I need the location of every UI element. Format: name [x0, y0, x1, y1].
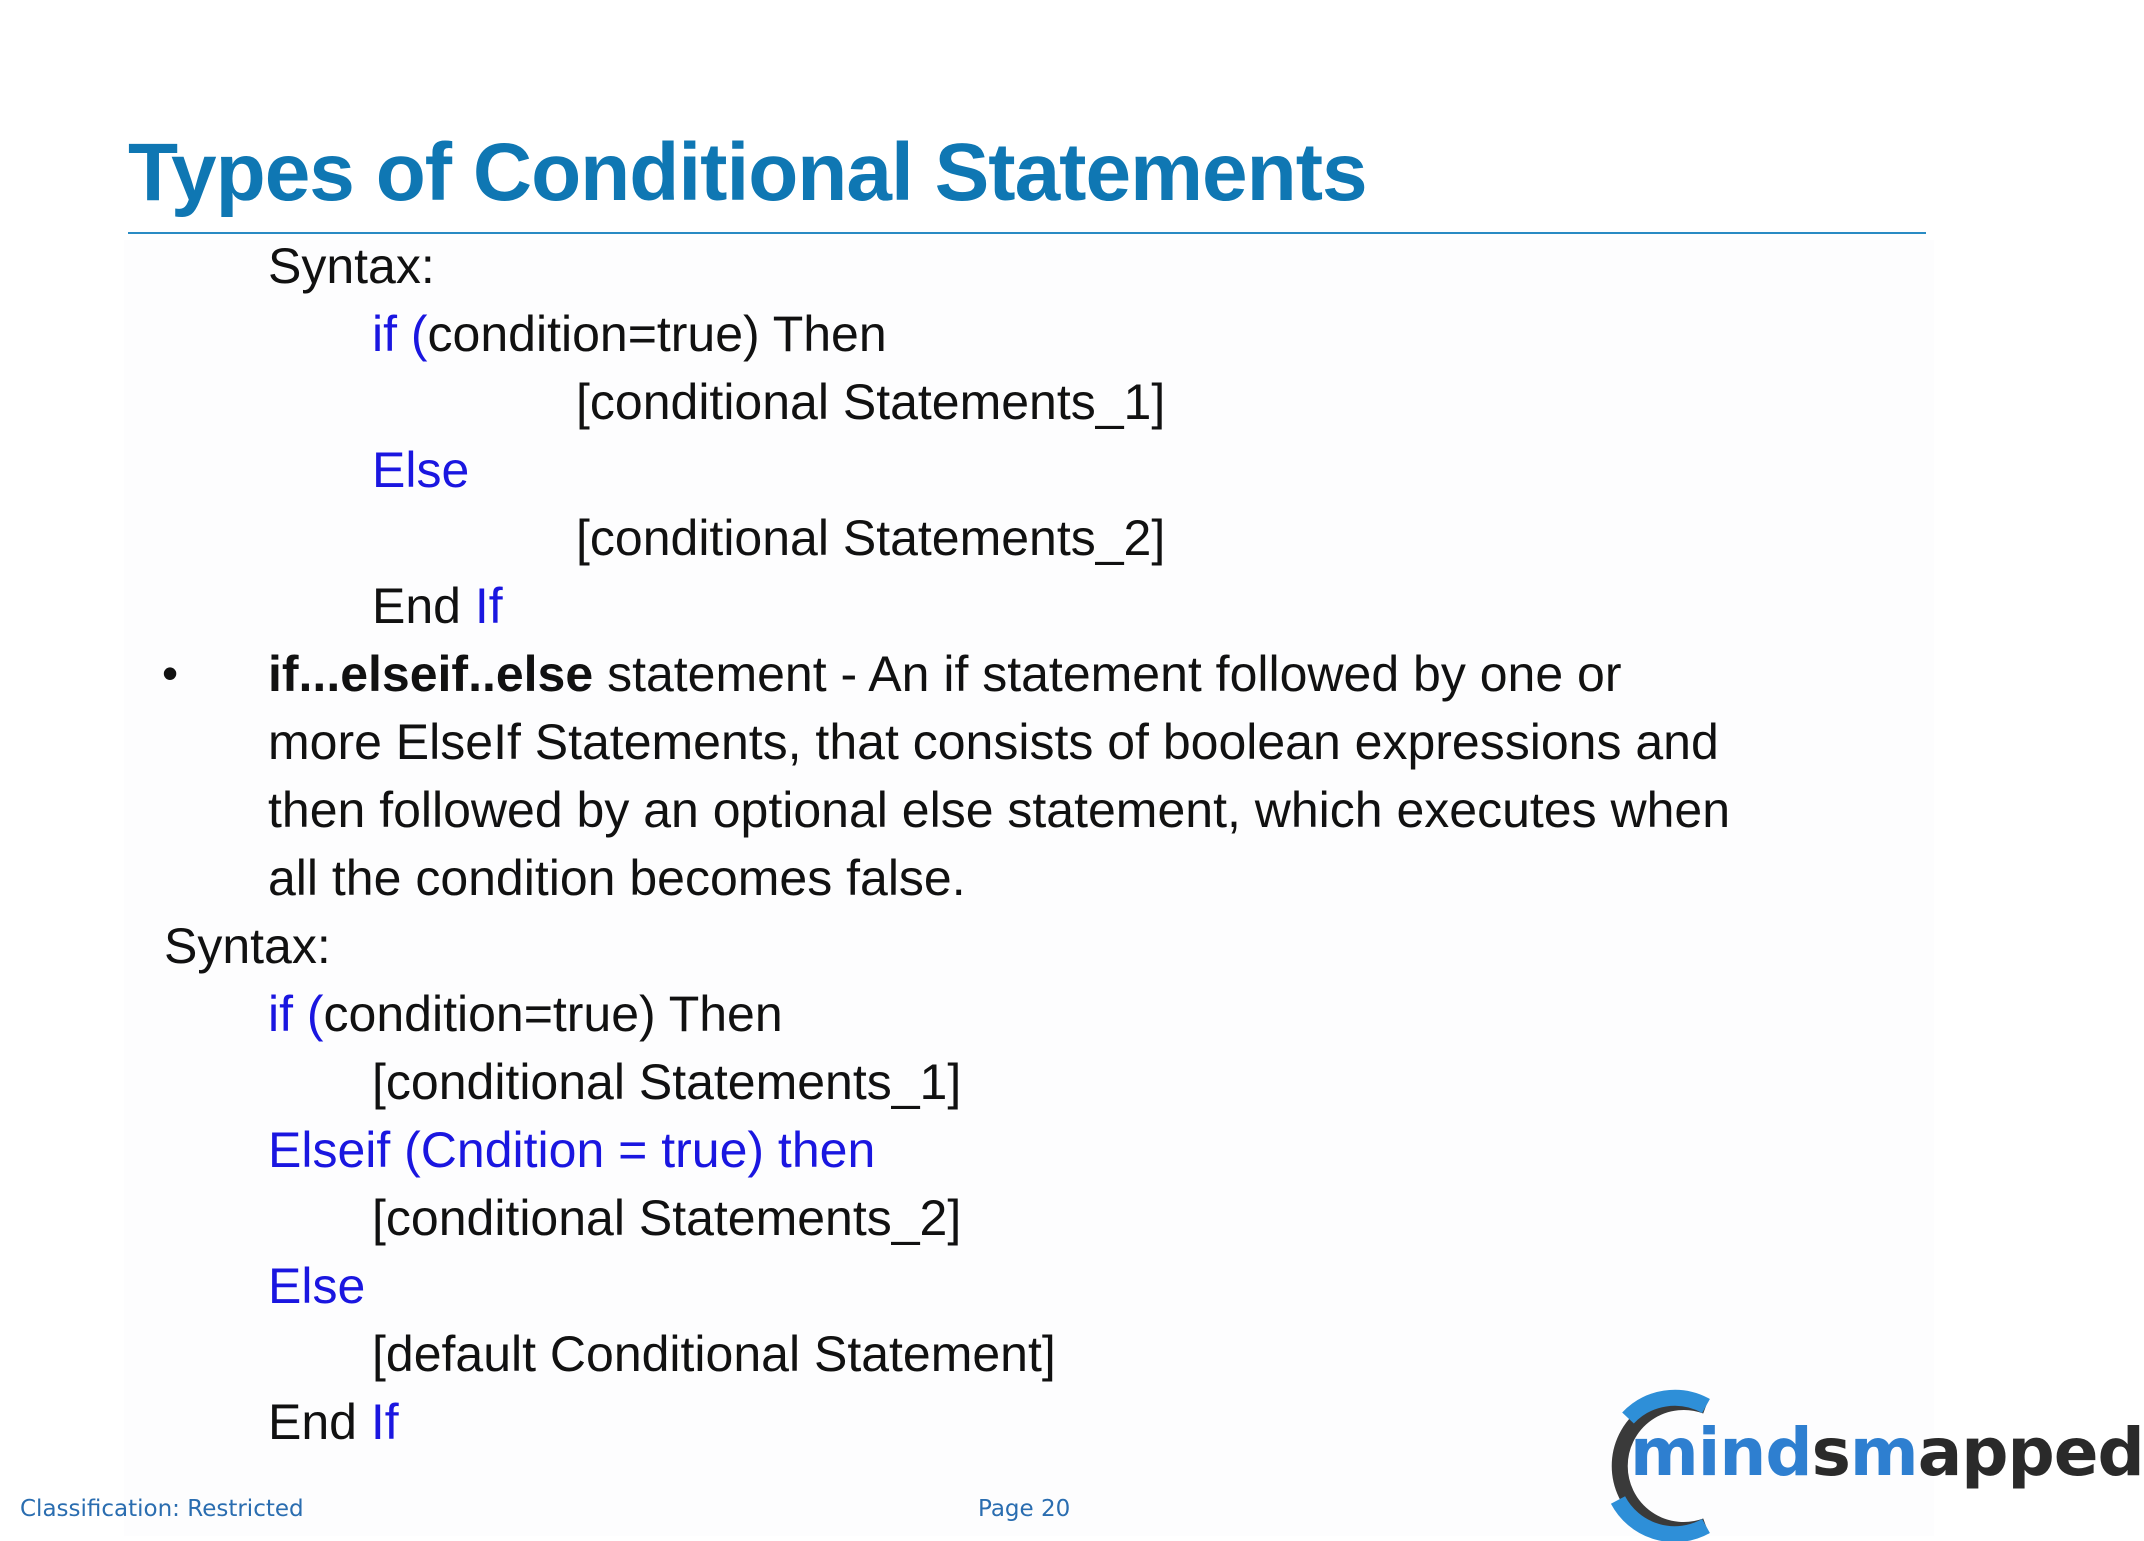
logo-part-mind: mind: [1630, 1414, 1812, 1491]
bullet-line-2: more ElseIf Statements, that consists of boolean expressions and: [268, 714, 1719, 770]
logo-part-s: s: [1811, 1414, 1850, 1491]
title-underline: [128, 232, 1926, 234]
if-keyword-2: if (: [268, 986, 324, 1042]
bullet-term: if...elseif..else: [268, 646, 594, 702]
code-else-2: Else: [268, 1258, 366, 1314]
if-condition: condition=true) Then: [427, 306, 887, 362]
if-keyword: if (: [372, 306, 428, 362]
code-elseif: Elseif (Cndition = true) then: [268, 1122, 876, 1178]
code-end-if-1: [372, 578, 503, 636]
end-if-keyword: If: [474, 578, 503, 634]
code-default-statement: [default Conditional Statement]: [372, 1326, 1056, 1382]
classification-label: Classification: Restricted: [20, 1496, 304, 1522]
code-statement-2b: [conditional Statements_2]: [372, 1190, 962, 1246]
if-condition-2: condition=true) Then: [323, 986, 783, 1042]
bullet-line-4: all the condition becomes false.: [268, 850, 966, 906]
page-number: Page 20: [978, 1496, 1071, 1522]
code-if-line-2: [268, 986, 783, 1044]
bullet-line-3: then followed by an optional else statement, which executes when: [268, 782, 1731, 838]
end-if-keyword-2: If: [370, 1394, 399, 1450]
slide-title: Types of Conditional Statements: [128, 127, 1367, 218]
logo-part-m: m: [1849, 1414, 1918, 1491]
end-text-2: End: [268, 1394, 371, 1450]
bullet-line-1-text: statement - An if statement followed by one or: [593, 646, 1622, 702]
code-statement-1b: [conditional Statements_1]: [372, 1054, 962, 1110]
code-statement-2: [conditional Statements_2]: [576, 510, 1166, 566]
code-if-line-1: [372, 306, 887, 364]
mindsmapped-logo: [1588, 1388, 2144, 1536]
code-statement-1: [conditional Statements_1]: [576, 374, 1166, 430]
code-end-if-2: [268, 1394, 399, 1452]
code-else-1: Else: [372, 442, 470, 498]
bullet-point: •: [162, 647, 179, 699]
logo-part-apped: apped: [1917, 1414, 2144, 1491]
syntax-label-1: Syntax:: [268, 238, 435, 294]
syntax-label-2: Syntax:: [164, 918, 331, 974]
end-text: End: [372, 578, 475, 634]
logo-wordmark: [1630, 1414, 2144, 1491]
bullet-line-1: [268, 646, 1622, 704]
